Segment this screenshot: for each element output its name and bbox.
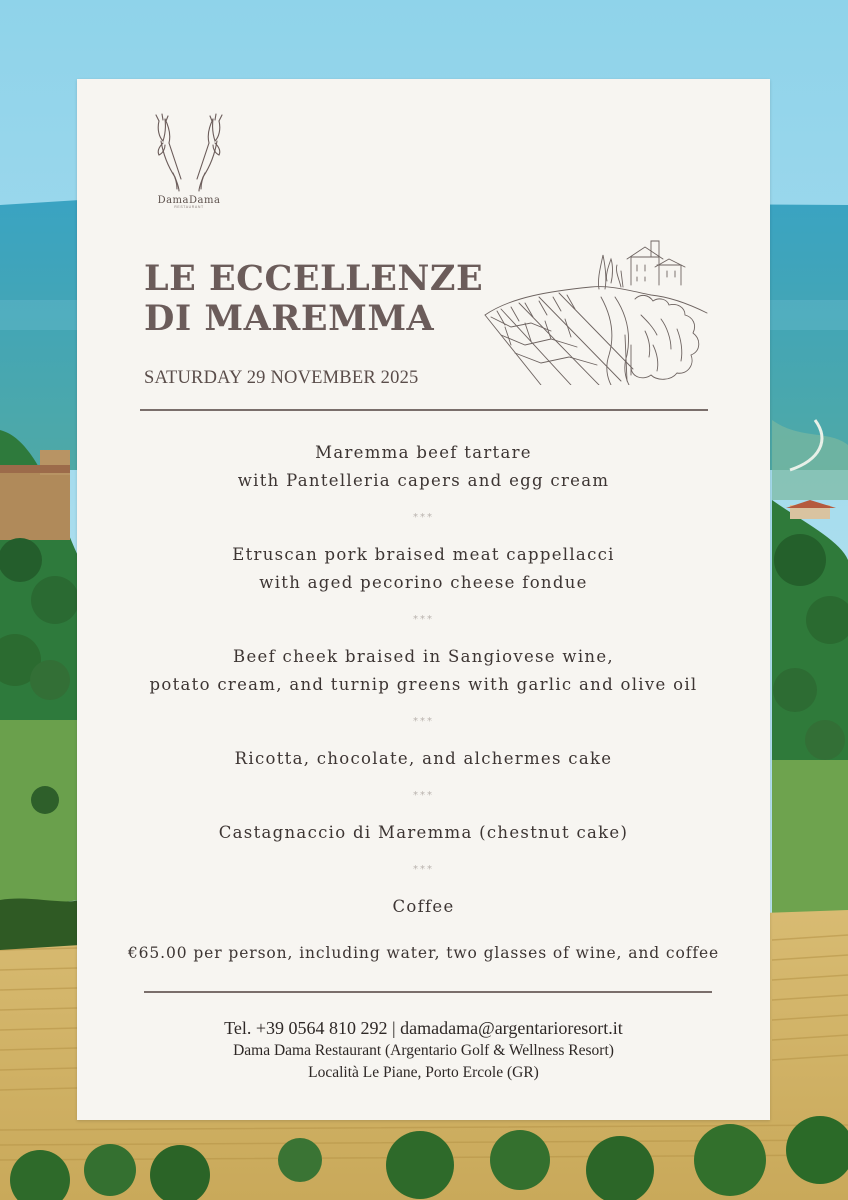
course-1 (77, 439, 770, 495)
course-2-detail: with aged pecorino cheese fondue (259, 573, 588, 592)
menu-card (77, 79, 770, 1120)
contact-info (77, 1016, 770, 1084)
title-line-2: DI MAREMMA (144, 298, 435, 339)
deer-logo-icon (153, 113, 225, 193)
price-note: €65.00 per person, including water, two glasses of wine, and coffee (127, 944, 720, 962)
top-divider (140, 409, 708, 411)
logo-subtitle: RESTAURANT (174, 205, 204, 209)
vineyard-illustration (481, 235, 711, 385)
course-separator: *** (413, 614, 434, 625)
course-1-detail: with Pantelleria capers and egg cream (237, 471, 610, 490)
title-line-1: LE ECCELLENZE (144, 258, 484, 299)
event-date: SATURDAY 29 NOVEMBER 2025 (144, 368, 419, 388)
course-5-title: Castagnaccio di Maremma (chestnut cake) (218, 823, 629, 842)
course-separator: *** (413, 790, 434, 801)
menu-title (144, 259, 483, 339)
course-separator: *** (413, 864, 434, 875)
restaurant-name: Dama Dama Restaurant (Argentario Golf & Wellness Resort) (233, 1042, 614, 1059)
course-1-title: Maremma beef tartare (315, 443, 532, 462)
course-4-title: Ricotta, chocolate, and alchermes cake (234, 749, 613, 768)
course-separator: *** (413, 716, 434, 727)
course-2 (77, 541, 770, 597)
restaurant-logo (151, 113, 227, 209)
course-3-detail: potato cream, and turnip greens with garlic and olive oil (149, 675, 698, 694)
logo-wordmark: DamaDama (157, 195, 221, 206)
phone-email: Tel. +39 0564 810 292 | damadama@argentarioresort.it (224, 1018, 623, 1038)
restaurant-address: Località Le Piane, Porto Ercole (GR) (308, 1064, 539, 1081)
course-4 (77, 745, 770, 773)
course-6-title: Coffee (392, 897, 455, 916)
course-3-title: Beef cheek braised in Sangiovese wine, (233, 647, 614, 666)
bottom-divider (144, 991, 712, 993)
course-5 (77, 819, 770, 847)
course-separator: *** (413, 512, 434, 523)
course-6 (77, 893, 770, 921)
menu-courses (77, 439, 770, 921)
course-2-title: Etruscan pork braised meat cappellacci (232, 545, 615, 564)
course-3 (77, 643, 770, 699)
